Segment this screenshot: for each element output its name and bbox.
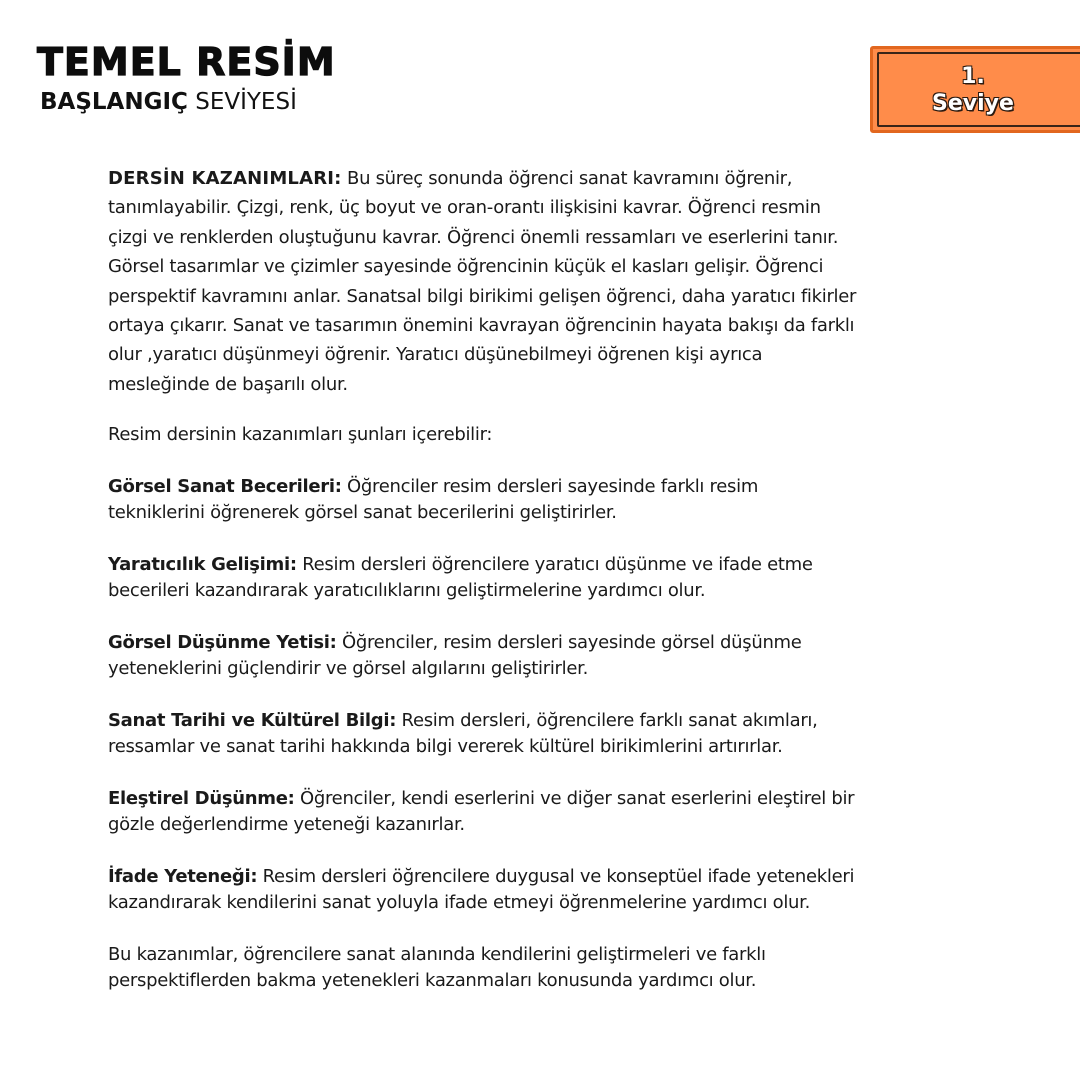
outcome-item [108, 864, 858, 916]
badge-line-2: Seviye [932, 91, 1014, 116]
outcome-text: Öğrenciler, resim dersleri sayesinde görsel düşünme yeteneklerini güçlendirir ve görsel algılarını geliştirirler. [108, 632, 802, 680]
outcome-label: Yaratıcılık Gelişimi: [108, 554, 297, 576]
intro-paragraph [108, 164, 858, 399]
outcome-label: Eleştirel Düşünme: [108, 788, 295, 810]
outcome-label: Görsel Sanat Becerileri: [108, 476, 342, 498]
outcome-label: Sanat Tarihi ve Kültürel Bilgi: [108, 710, 397, 732]
outcome-label: İfade Yeteneği: [108, 866, 258, 888]
page-title: TEMEL RESİM [37, 40, 336, 84]
outcome-item [108, 630, 858, 682]
outcome-item [108, 474, 858, 526]
outcome-label: Görsel Düşünme Yetisi: [108, 632, 337, 654]
subtitle-light: SEVİYESİ [195, 89, 297, 115]
subtitle-strong: BAŞLANGIÇ [40, 89, 188, 115]
level-subtitle [40, 89, 297, 115]
outcome-item [108, 786, 858, 838]
lead-text: Resim dersinin kazanımları şunları içerebilir: [108, 424, 493, 446]
outcome-text: Resim dersleri, öğrencilere farklı sanat akımları, ressamlar ve sanat tarihi hakkında bilgi vererek kültürel birikimlerini artırırlar. [108, 710, 818, 758]
badge-label [883, 63, 1063, 117]
main-content [108, 164, 858, 994]
badge-line-1: 1. [961, 64, 985, 89]
level-badge [870, 46, 1080, 133]
closing-paragraph: Bu kazanımlar, öğrencilere sanat alanında kendilerini geliştirmeleri ve farklı perspektiflerden bakma yetenekleri kazanmaları konusunda yardımcı olur. [108, 944, 766, 992]
outcome-text: Resim dersleri öğrencilere duygusal ve konseptüel ifade yetenekleri kazandırarak kendilerini sanat yoluyla ifade etmeyi öğrenmelerine yardımcı olur. [108, 866, 855, 914]
outcome-item [108, 708, 858, 760]
outcome-item [108, 552, 858, 604]
outcome-text: Resim dersleri öğrencilere yaratıcı düşünme ve ifade etme becerileri kazandırarak yaratıcılıklarını geliştirmelerine yardımcı olur. [108, 554, 813, 602]
intro-text: Bu süreç sonunda öğrenci sanat kavramını öğrenir, tanımlayabilir. Çizgi, renk, üç boyut ve oran-orantı ilişkisini kavrar. Öğrenci resmin çizgi ve renklerden oluştuğunu kavrar. Öğrenci önemli ressamları ve eserlerini tanır. Görsel tasarımlar ve çizimler sayesinde öğrencinin küçük el kasları gelişir. Öğrenci perspektif kavramını anlar. Sanatsal bilgi birikimi gelişen öğrenci, daha yaratıcı fikirler ortaya çıkarır. Sanat ve tasarımın önemini kavrayan öğrencinin hayata bakışı da farklı olur ,yaratıcı düşünmeyi öğrenir. Yaratıcı düşünebilmeyi öğrenen kişi ayrıca mesleğinde de başarılı olur. [108, 168, 857, 395]
intro-label: DERSİN KAZANIMLARI: [108, 168, 342, 189]
outcome-text: Öğrenciler resim dersleri sayesinde farklı resim tekniklerini öğrenerek görsel sanat becerilerini geliştirirler. [108, 476, 759, 524]
outcome-text: Öğrenciler, kendi eserlerini ve diğer sanat eserlerini eleştirel bir gözle değerlendirme yeteneği kazanırlar. [108, 788, 855, 836]
